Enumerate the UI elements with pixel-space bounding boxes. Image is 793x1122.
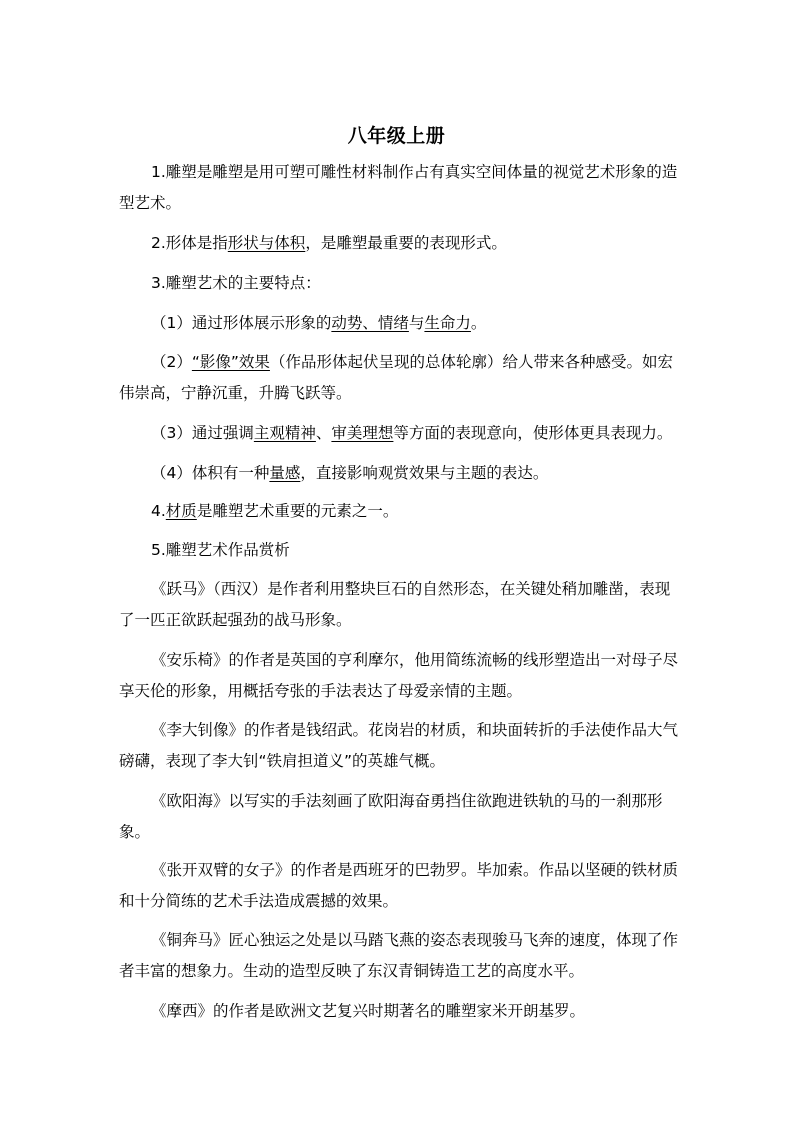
text-run: ，是雕塑最重要的表现形式。 [305, 234, 507, 252]
paragraph-material [119, 496, 684, 527]
text-run: （1）通过形体展示形象的 [151, 314, 332, 332]
paragraph-feature-4 [119, 458, 684, 489]
text-run: （3）通过强调 [151, 424, 254, 442]
paragraph-sculpture-definition: 1.雕塑是雕塑是用可塑可雕性材料制作占有真实空间体量的视觉艺术形象的造型艺术。 [119, 163, 678, 212]
underlined-term: 动势、情绪 [331, 314, 409, 332]
page-title: 八年级上册 [347, 125, 446, 147]
text-run: （2） [151, 353, 192, 371]
paragraph-feature-2 [119, 347, 684, 409]
paragraph-woman-open-arms: 《张开双臂的女子》的作者是西班牙的巴勃罗。毕加索。作品以坚硬的铁材质和十分简练的艺术手法造成震撼的效果。 [119, 861, 679, 910]
text-run: 等方面的表现意向，使形体更具表现力。 [393, 424, 673, 442]
paragraph-appreciation-heading: 5.雕塑艺术作品赏析 [151, 541, 290, 559]
text-run: 、 [315, 424, 332, 442]
underlined-term: 量感 [269, 464, 301, 482]
paragraph-moses: 《摩西》的作者是欧洲文艺复兴时期著名的雕塑家米开朗基罗。 [151, 1002, 586, 1020]
underlined-term: 审美理想 [331, 424, 394, 442]
underlined-term: “影像”效果 [191, 353, 270, 371]
text-run: ，直接影响观赏效果与主题的表达。 [300, 464, 549, 482]
underlined-term: 生命力 [424, 314, 471, 332]
text-run: 与 [408, 314, 425, 332]
paragraph-form [119, 228, 684, 259]
paragraph-rocking-chair: 《安乐椅》的作者是英国的亨利摩尔，他用简练流畅的线形塑造出一对母子尽享天伦的形象，用概括夸张的手法表达了母爱亲情的主题。 [119, 651, 679, 700]
paragraph-feature-1 [119, 308, 684, 339]
text-run: 。 [470, 314, 487, 332]
text-run: 2.形体是指 [151, 234, 228, 252]
paragraph-leaping-horse: 《跃马》（西汉）是作者利用整块巨石的自然形态，在关键处稍加雕凿，表现了一匹正欲跃起强劲的战马形象。 [119, 580, 671, 629]
text-run: （4）体积有一种 [151, 464, 270, 482]
paragraph-features-heading: 3.雕塑艺术的主要特点： [151, 274, 321, 292]
underlined-term: 主观精神 [253, 424, 316, 442]
paragraph-li-dazhao: 《李大钊像》的作者是钱绍武。花岗岩的材质，和块面转折的手法使作品大气磅礴，表现了李大钊“铁肩担道义”的英雄气概。 [119, 721, 679, 770]
paragraph-ouyang-hai: 《欧阳海》以写实的手法刻画了欧阳海奋勇挡住欲跑进铁轨的马的一刹那形象。 [119, 792, 663, 841]
underlined-term: 材质 [165, 502, 197, 520]
underlined-term: 形状与体积 [227, 234, 306, 252]
text-run: 4. [151, 502, 166, 520]
text-run: （作品形体起伏呈现的总体轮廓）给人带来各种感受。如宏伟崇高，宁静沉重，升腾飞跃等。 [119, 353, 673, 402]
text-run: 是雕塑艺术重要的元素之一。 [196, 502, 399, 520]
paragraph-feature-3 [119, 418, 684, 449]
paragraph-bronze-horse: 《铜奔马》匠心独运之处是以马踏飞燕的姿态表现骏马飞奔的速度，体现了作者丰富的想象力。生动的造型反映了东汉青铜铸造工艺的高度水平。 [119, 931, 679, 980]
